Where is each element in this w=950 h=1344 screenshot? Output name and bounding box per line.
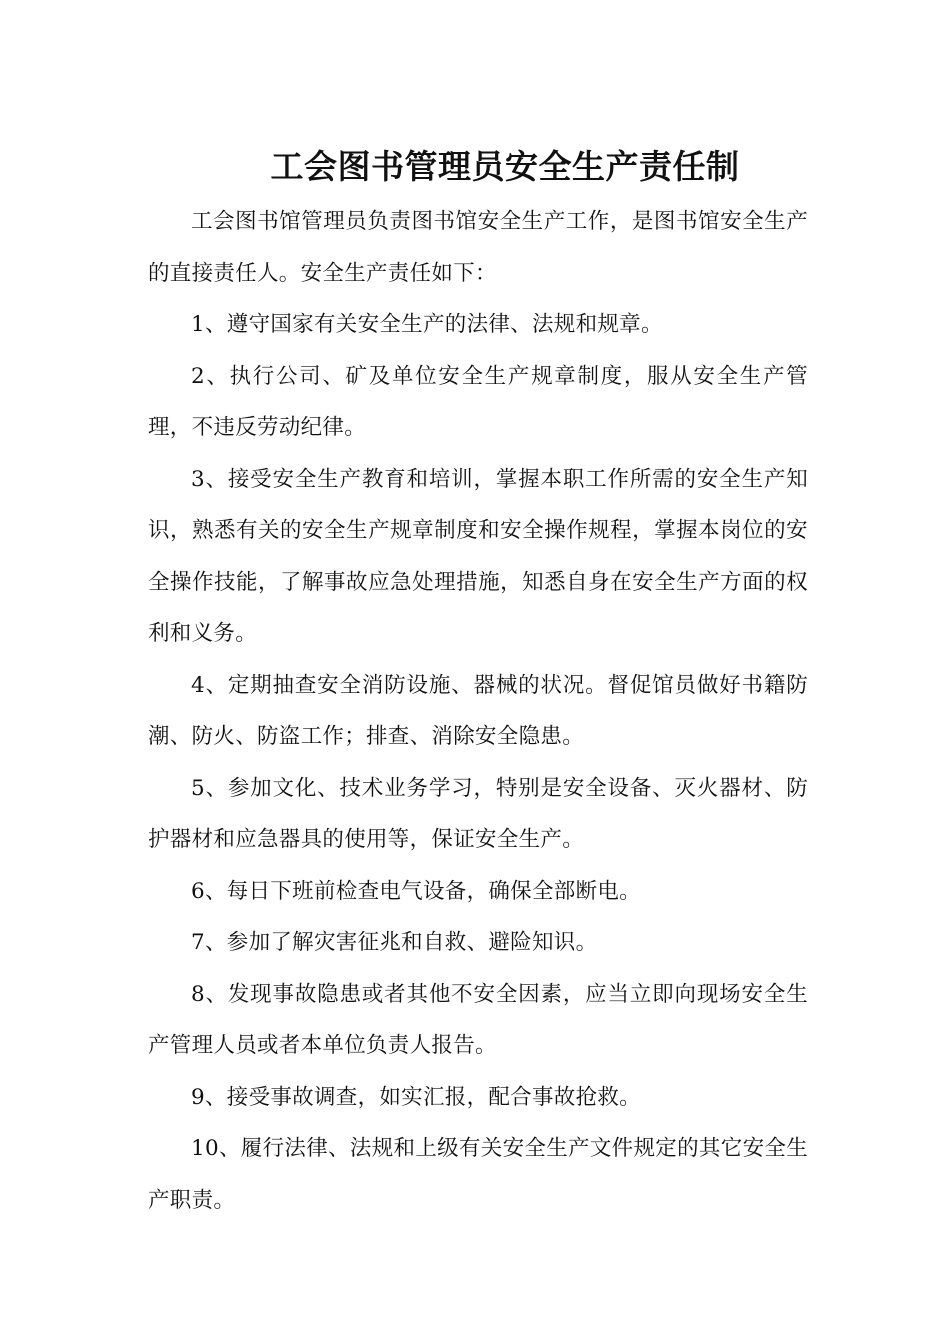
- responsibility-item-10: 10、履行法律、法规和上级有关安全生产文件规定的其它安全生产职责。: [148, 1136, 808, 1213]
- intro-paragraph: 工会图书馆管理员负责图书馆安全生产工作，是图书馆安全生产的直接责任人。安全生产责任如下：: [148, 209, 808, 286]
- document-title: 工会图书管理员安全生产责任制: [270, 147, 740, 187]
- responsibility-item-1: 1、遵守国家有关安全生产的法律、法规和规章。: [191, 312, 663, 337]
- responsibility-item-3: 3、接受安全生产教育和培训，掌握本职工作所需的安全生产知识，熟悉有关的安全生产规章制度和安全操作规程，掌握本岗位的安全操作技能，了解事故应急处理措施，知悉自身在安全生产方面的权利和义务。: [148, 466, 808, 646]
- responsibility-item-9: 9、接受事故调查，如实汇报，配合事故抢救。: [191, 1084, 641, 1110]
- document-body: [148, 196, 808, 1226]
- responsibility-item-4: 4、定期抽查安全消防设施、器械的状况。督促馆员做好书籍防潮、防火、防盗工作；排查、消除安全隐患。: [148, 672, 808, 749]
- responsibility-item-7: 7、参加了解灾害征兆和自救、避险知识。: [191, 930, 598, 955]
- responsibility-item-2: 2、执行公司、矿及单位安全生产规章制度，服从安全生产管理，不违反劳动纪律。: [148, 363, 808, 440]
- responsibility-item-8: 8、发现事故隐患或者其他不安全因素，应当立即向现场安全生产管理人员或者本单位负责人报告。: [148, 981, 808, 1058]
- responsibility-item-5: 5、参加文化、技术业务学习，特别是安全设备、灭火器材、防护器材和应急器具的使用等，保证安全生产。: [148, 775, 808, 852]
- responsibility-item-6: 6、每日下班前检查电气设备，确保全部断电。: [191, 878, 641, 904]
